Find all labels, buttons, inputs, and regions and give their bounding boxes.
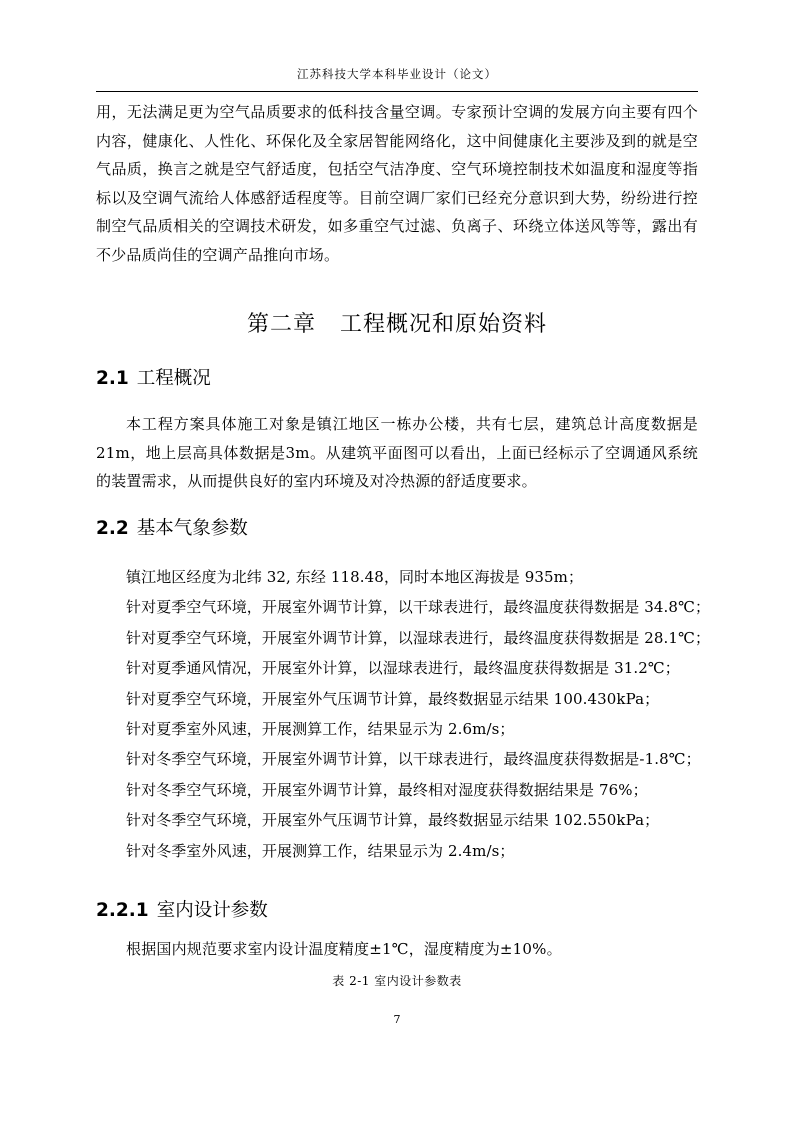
list-item: 针对冬季室外风速，开展测算工作，结果显示为 2.4m/s；	[126, 841, 515, 860]
list-item: 针对夏季空气环境，开展室外气压调节计算，最终数据显示结果 100.430kPa；	[126, 689, 660, 708]
list-item: 针对冬季空气环境，开展室外气压调节计算，最终数据显示结果 102.550kPa；	[126, 811, 660, 830]
list-item: 镇江地区经度为北纬 32, 东经 118.48，同时本地区海拔是 935m；	[126, 568, 584, 586]
section-title: 工程概况	[136, 368, 211, 389]
list-item: 针对夏季空气环境，开展室外调节计算，以干球表进行，最终温度获得数据是 34.8℃；	[126, 598, 711, 617]
list-item: 针对冬季空气环境，开展室外调节计算，以干球表进行，最终温度获得数据是-1.8℃；	[126, 750, 701, 769]
section-2-1-heading	[96, 364, 211, 394]
section-2-2-1-paragraph: 根据国内规范要求室内设计温度精度±1℃，湿度精度为±10%。	[126, 940, 562, 958]
table-caption: 表 2-1 室内设计参数表	[332, 974, 462, 988]
weather-parameter-list	[126, 562, 711, 866]
section-2-2-1-heading	[96, 896, 268, 926]
list-item: 针对夏季通风情况，开展室外计算，以湿球表进行，最终温度获得数据是 31.2℃；	[126, 659, 680, 678]
list-item: 针对夏季室外风速，开展测算工作，结果显示为 2.6m/s；	[126, 720, 515, 739]
section-title: 基本气象参数	[136, 518, 248, 539]
chapter-title: 工程概况和原始资料	[340, 312, 548, 337]
list-item: 针对夏季空气环境，开展室外调节计算，以湿球表进行，最终温度获得数据是 28.1℃；	[126, 628, 711, 647]
intro-paragraph: 用，无法满足更为空气品质要求的低科技含量空调。专家预计空调的发展方向主要有四个内容，健康化、人性化、环保化及全家居智能网络化，这中间健康化主要涉及到的就是空气品质，换言之就是空气舒适度，包括空气洁净度、空气环境控制技术如温度和湿度等指标以及空调气流给人体感舒适程度等。目前空调厂家们已经充分意识到大势，纷纷进行控制空气品质相关的空调技术研发，如多重空气过滤、负离子、环绕立体送风等等，露出有不少品质尚佳的空调产品推向市场。	[96, 103, 698, 264]
section-2-1-paragraph: 本工程方案具体施工对象是镇江地区一栋办公楼，共有七层，建筑总计高度数据是21m，地上层高具体数据是3m。从建筑平面图可以看出，上面已经标示了空调通风系统的装置需求，从而提供良好的室内环境及对冷热源的舒适度要求。	[96, 415, 698, 491]
list-item: 针对冬季空气环境，开展室外调节计算，最终相对湿度获得数据结果是 76%；	[126, 780, 648, 799]
section-number: 2.2.1	[96, 900, 149, 921]
chapter-number: 第二章	[246, 312, 316, 337]
section-title: 室内设计参数	[156, 900, 268, 921]
running-header: 江苏科技大学本科毕业设计（论文）	[297, 67, 497, 81]
section-2-2-heading	[96, 514, 248, 544]
section-number: 2.1	[96, 368, 129, 389]
section-number: 2.2	[96, 518, 129, 539]
chapter-heading	[96, 305, 698, 345]
page-number: 7	[393, 1013, 401, 1026]
header-rule	[96, 91, 698, 92]
